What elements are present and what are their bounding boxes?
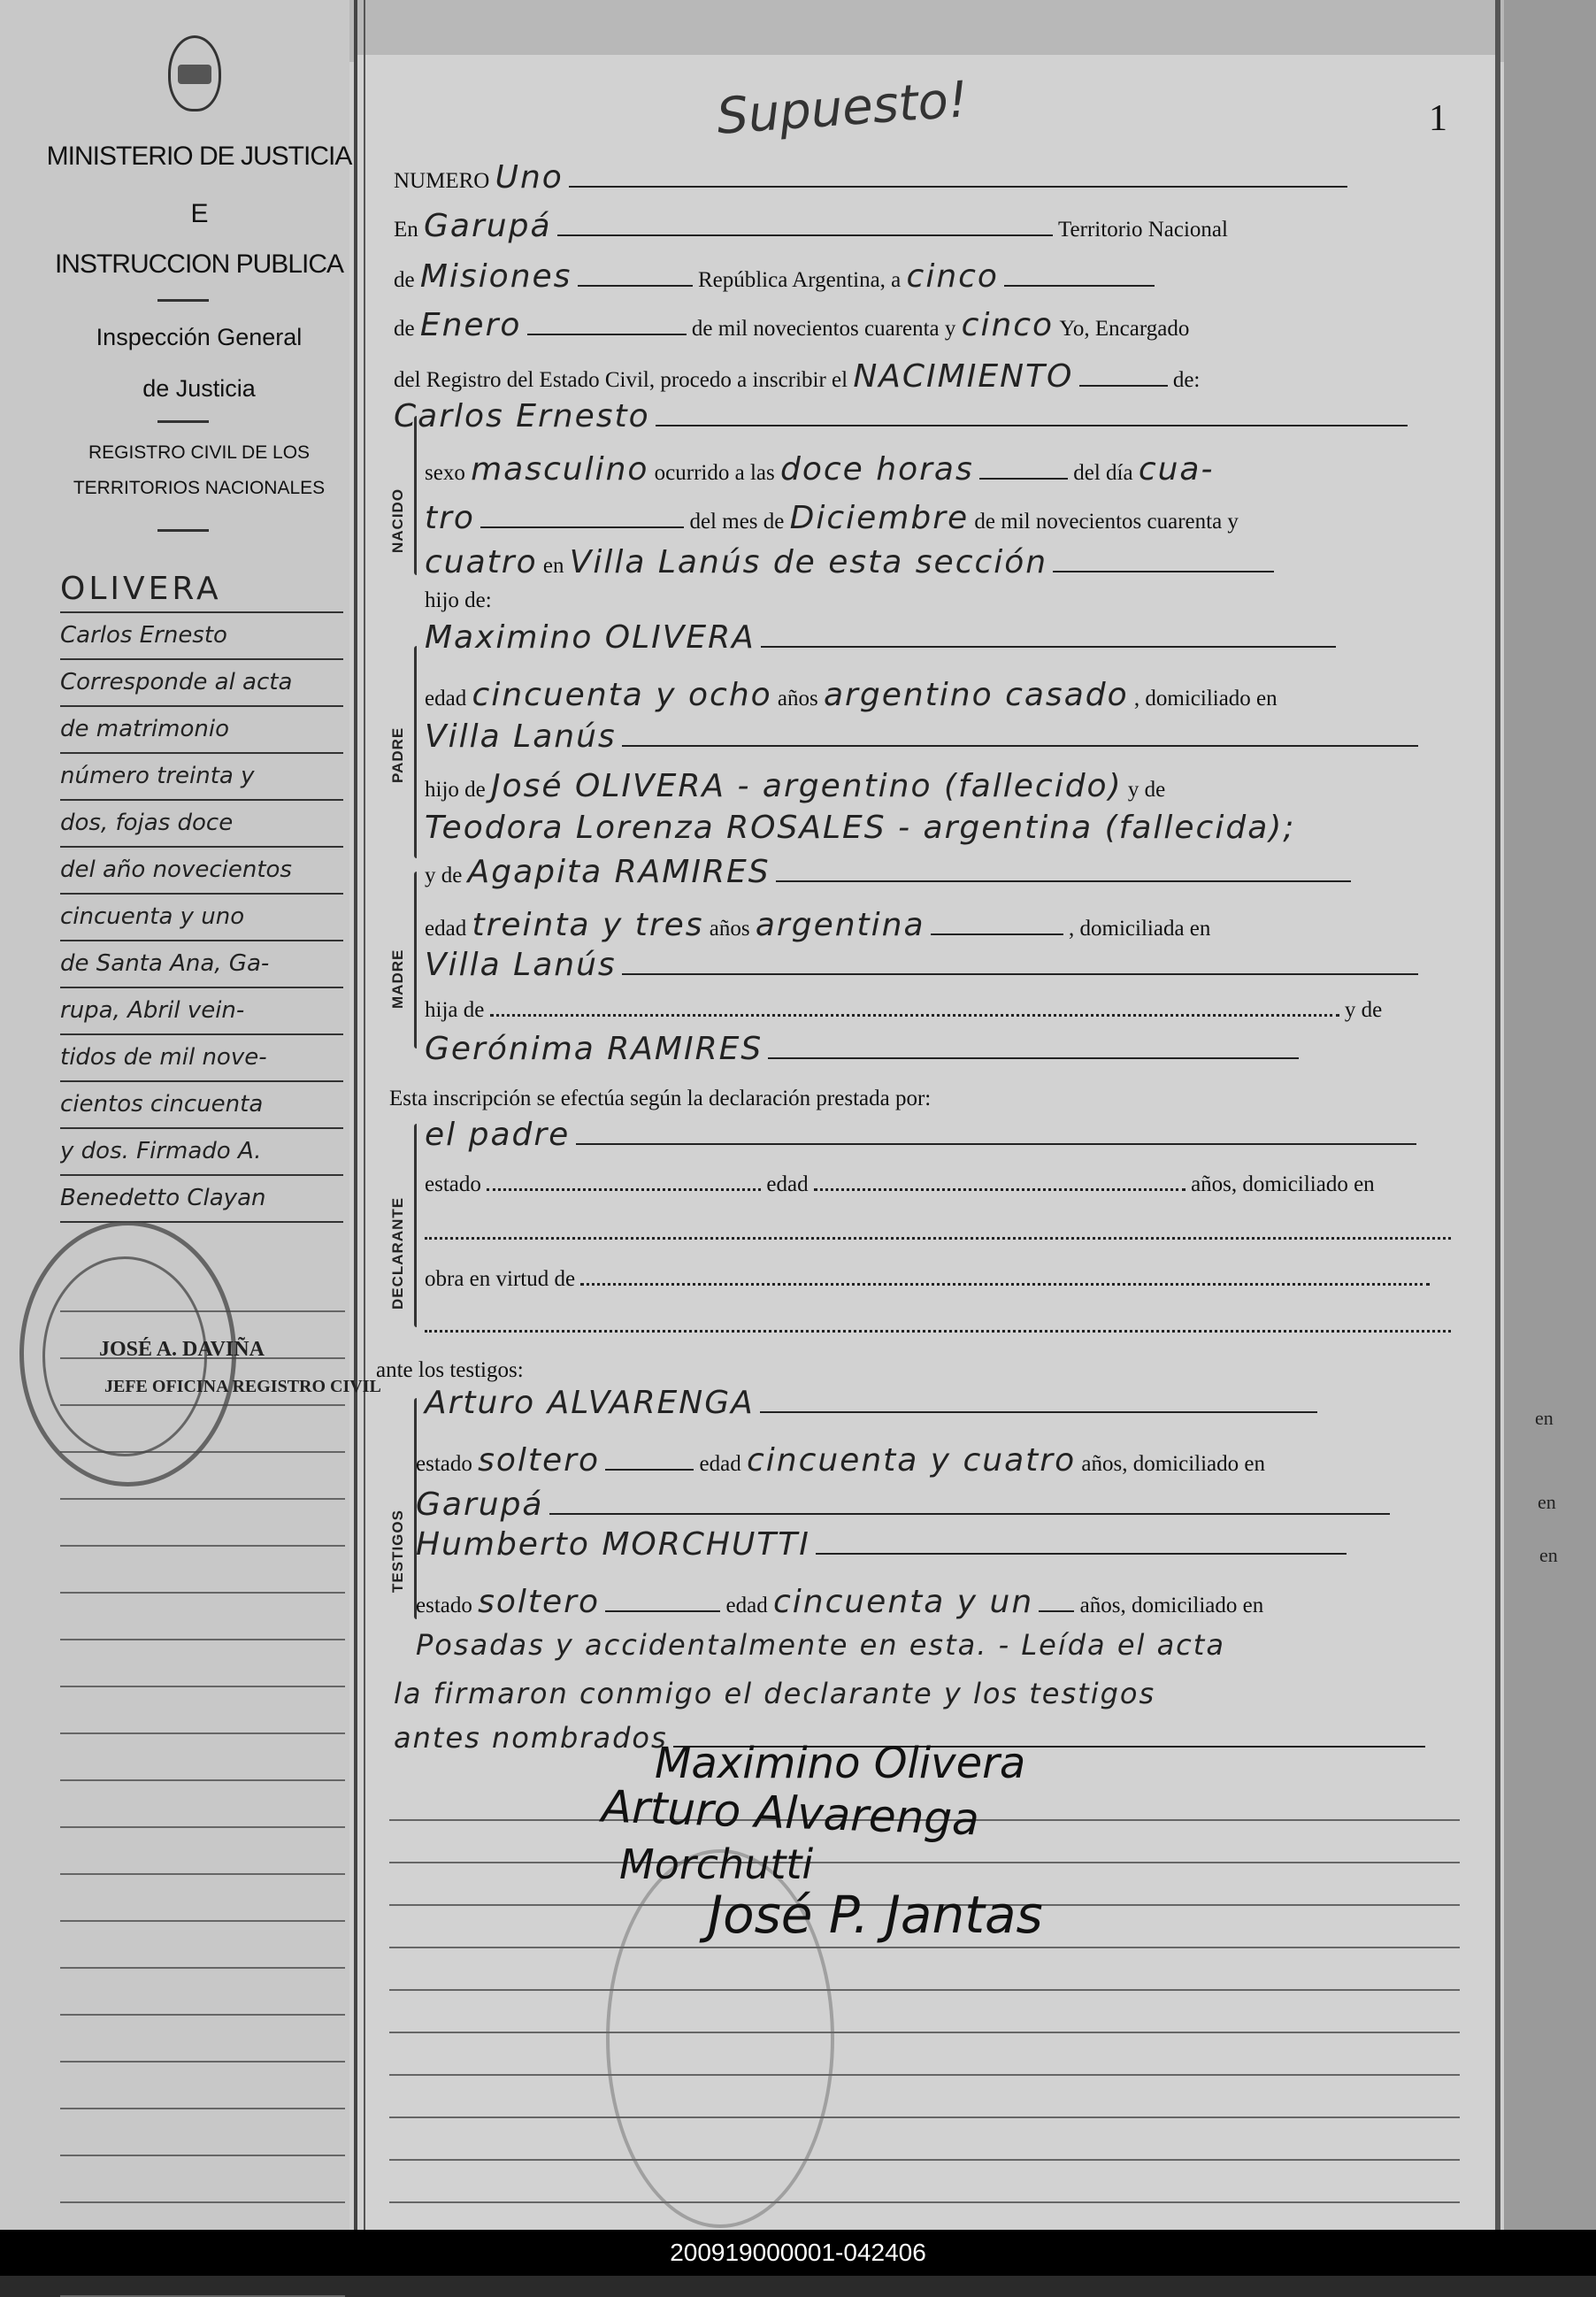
note-line: rupa, Abril vein- [60, 988, 343, 1035]
row-declaracion [389, 1087, 1455, 1111]
row-nombre [394, 398, 1460, 434]
value-abuela: Teodora Lorenza ROSALES - argentina (fallecida); [425, 810, 1296, 846]
stamp-name: JOSÉ A. DAVIÑA [99, 1338, 265, 1361]
side-label-madre: MADRE [389, 949, 406, 1009]
signature-witness-1: Arturo Alvarenga [601, 1780, 980, 1846]
note-line: Corresponde al acta [60, 660, 343, 707]
brace-nacido [414, 416, 417, 575]
divider [157, 299, 209, 302]
row-territorio [394, 258, 1460, 295]
note-line: tidos de mil nove- [60, 1035, 343, 1082]
label-de: de [394, 268, 415, 292]
value-abuela-mat: Gerónima RAMIRES [425, 1031, 763, 1067]
label-domiciliado: , domiciliado en [1133, 687, 1278, 711]
row-en [394, 208, 1460, 244]
row-testigo1-estado [416, 1442, 1460, 1479]
label-declaracion: Esta inscripción se efectúa según la declaración prestada por: [389, 1087, 932, 1110]
right-edge-label: en [1535, 1407, 1554, 1429]
ministry-title: MINISTERIO DE JUSTICIA [46, 142, 352, 171]
value-anio: cinco [961, 307, 1055, 343]
signature-registrar: José P. Jantas [708, 1885, 1043, 1945]
value-padre-dom: Villa Lanús [425, 718, 617, 755]
side-label-nacido: NACIDO [389, 488, 406, 553]
marginal-note [60, 566, 343, 1223]
value-anio-nac: cuatro [425, 544, 538, 580]
brace-madre [414, 872, 417, 1049]
row-declarante-estado [425, 1172, 1460, 1197]
label-sexo: sexo [425, 461, 465, 485]
row-hija-de [425, 998, 1460, 1023]
inspection-title: Inspección General [96, 324, 303, 350]
note-line: cientos cincuenta [60, 1082, 343, 1129]
row-declarante [425, 1117, 1460, 1153]
value-testigo1-dom: Garupá [416, 1487, 544, 1523]
label-edad: edad [425, 917, 467, 941]
value-padre-nombre: Maximino OLIVERA [425, 619, 756, 656]
label-republica: República Argentina, a [697, 268, 902, 292]
row-padre-dom [425, 718, 1460, 755]
side-label-declarante: DECLARANTE [389, 1196, 406, 1310]
value-abuelo: José OLIVERA - argentino (fallecido) [491, 768, 1123, 804]
ministry-title-2: INSTRUCCION PUBLICA [54, 250, 344, 279]
value-padre-nac: argentino casado [824, 677, 1129, 713]
row-padre-edad [425, 677, 1460, 713]
label-testigos: ante los testigos: [376, 1358, 524, 1382]
value-cierre-3: antes nombrados [394, 1721, 668, 1755]
value-madre-dom: Villa Lanús [425, 947, 617, 983]
row-padre [425, 619, 1460, 656]
right-edge-label: en [1539, 1544, 1558, 1566]
value-dia-nac-2: tro [425, 500, 475, 536]
row-dia [425, 500, 1460, 536]
label-mil: de mil novecientos cuarenta y [974, 510, 1239, 534]
label-estado: estado [416, 1452, 472, 1476]
label-en: En [394, 218, 418, 242]
value-testigo1-estado: soltero [478, 1442, 600, 1479]
row-testigo1 [425, 1385, 1460, 1421]
value-declarante: el padre [425, 1117, 571, 1153]
value-sexo: masculino [471, 451, 649, 488]
note-line: Benedetto Clayan [60, 1176, 343, 1223]
row-registro [394, 358, 1460, 395]
label-edad: edad [699, 1452, 741, 1476]
value-nombre: Carlos Ernesto [394, 398, 650, 434]
note-line: de Santa Ana, Ga- [60, 941, 343, 988]
label-domiciliada: , domiciliada en [1069, 917, 1211, 941]
label-anios-dom: años, domiciliado en [1191, 1172, 1375, 1196]
value-dia-nac-1: cua- [1138, 451, 1215, 488]
value-numero: Uno [495, 159, 564, 196]
registry-title-2: TERRITORIOS NACIONALES [73, 478, 326, 498]
value-testigo2: Humberto MORCHUTTI [416, 1526, 810, 1563]
divider [157, 420, 209, 423]
value-testigo1-edad: cincuenta y cuatro [746, 1442, 1077, 1479]
label-anio: de mil novecientos cuarenta y [691, 317, 956, 341]
signature-witness-2: Morchutti [619, 1840, 814, 1888]
row-testigo2-estado [416, 1584, 1460, 1620]
value-madre-nac: argentina [755, 907, 925, 943]
label-edad: edad [725, 1594, 768, 1617]
value-padre-edad: cincuenta y ocho [472, 677, 772, 713]
row-madre [425, 854, 1460, 890]
row-mes [394, 307, 1460, 343]
note-line: de matrimonio [60, 707, 343, 754]
divider [157, 529, 209, 532]
row-testigo2 [416, 1526, 1460, 1563]
row-sexo [425, 451, 1460, 488]
label-mes: del mes de [689, 510, 785, 534]
label-encargado: Yo, Encargado [1059, 317, 1190, 341]
signature-father: Maximino Olivera [655, 1739, 1026, 1788]
value-mes-nac: Diciembre [789, 500, 970, 536]
column-divider-inner [364, 0, 365, 2230]
coat-of-arms-icon [168, 35, 221, 111]
row-obra-2 [425, 1314, 1460, 1339]
row-lugar [425, 544, 1460, 580]
right-edge-label: en [1538, 1491, 1556, 1513]
value-lugar: Villa Lanús de esta sección [569, 544, 1048, 580]
note-line: dos, fojas doce [60, 801, 343, 848]
label-y-de: y de [1344, 998, 1383, 1022]
value-en: Garupá [424, 208, 552, 244]
page-edge-shadow [1495, 0, 1500, 2230]
side-label-testigos: TESTIGOS [389, 1510, 406, 1593]
value-testigo2-edad: cincuenta y un [772, 1584, 1034, 1620]
label-edad: edad [766, 1172, 809, 1196]
row-madre-dom [425, 947, 1460, 983]
stamp-title: JEFE OFICINA REGISTRO CIVIL [104, 1377, 381, 1396]
label-estado: estado [416, 1594, 472, 1617]
label-anios-dom: años, domiciliado en [1079, 1594, 1264, 1617]
registry-title: REGISTRO CIVIL DE LOS [88, 442, 311, 463]
label-y-de: y de [1127, 778, 1166, 802]
row-testigos [376, 1358, 1442, 1383]
label-obra: obra en virtud de [425, 1267, 576, 1291]
page-number: 1 [1429, 98, 1447, 139]
row-hijo-de [425, 588, 1460, 613]
value-territorio: Misiones [419, 258, 572, 295]
value-tipo: NACIMIENTO [853, 358, 1074, 395]
row-abuela [425, 810, 1460, 846]
value-testigo1: Arturo ALVARENGA [425, 1385, 755, 1421]
row-abuelo [425, 768, 1460, 804]
label-hijo-de: hijo de: [425, 588, 492, 612]
label-del-dia: del día [1073, 461, 1133, 485]
row-madre-edad [425, 907, 1460, 943]
label-anios-dom: años, domiciliado en [1081, 1452, 1265, 1476]
label-hijo-de: hijo de [425, 778, 486, 802]
value-dia: cinco [906, 258, 999, 295]
next-page-edge [1504, 0, 1596, 2230]
image-id-footer: 200919000001-042406 [0, 2230, 1596, 2276]
value-mes: Enero [419, 307, 522, 343]
row-declarante-dom [425, 1221, 1460, 1246]
row-obra [425, 1267, 1460, 1292]
row-numero [394, 159, 1460, 196]
row-testigo1-dom [416, 1487, 1460, 1523]
note-line: OLIVERA [60, 566, 343, 613]
note-line: número treinta y [60, 754, 343, 801]
row-cierre-2 [394, 1677, 1460, 1710]
row-cierre-1 [416, 1628, 1460, 1662]
ministry-title-e: E [190, 199, 208, 228]
handwritten-header: Supuesto! [715, 71, 971, 146]
label-anios: años [777, 687, 818, 711]
label-anios: años [709, 917, 750, 941]
label-edad: edad [425, 687, 467, 711]
label-en: en [542, 554, 564, 578]
label-registro: del Registro del Estado Civil, procedo a inscribir el [394, 368, 848, 392]
page-top-edge [349, 0, 1596, 62]
label-estado: estado [425, 1172, 481, 1196]
inspection-title-2: de Justicia [142, 375, 256, 402]
note-line: cincuenta y uno [60, 895, 343, 941]
label-numero: NUMERO [394, 169, 490, 193]
note-line: y dos. Firmado A. [60, 1129, 343, 1176]
value-hora: doce horas [779, 451, 974, 488]
note-line: Carlos Ernesto [60, 613, 343, 660]
value-madre-edad: treinta y tres [472, 907, 704, 943]
value-cierre-2: la firmaron conmigo el declarante y los testigos [394, 1677, 1156, 1710]
value-testigo2-estado: soltero [478, 1584, 600, 1620]
label-de-colon: de: [1172, 368, 1201, 392]
label-hija-de: hija de [425, 998, 485, 1022]
side-label-padre: PADRE [389, 726, 406, 783]
label-y-de: y de [425, 864, 463, 887]
label-de: de [394, 317, 415, 341]
row-abuela-mat [425, 1031, 1460, 1067]
brace-padre [414, 646, 417, 858]
value-cierre-1: Posadas y accidentalmente en esta. - Leída el acta [416, 1628, 1225, 1662]
brace-declarante [414, 1124, 417, 1327]
value-madre-nombre: Agapita RAMIRES [467, 854, 771, 890]
label-territorio: Territorio Nacional [1058, 218, 1228, 242]
label-ocurrido: ocurrido a las [654, 461, 775, 485]
note-line: del año novecientos [60, 848, 343, 895]
